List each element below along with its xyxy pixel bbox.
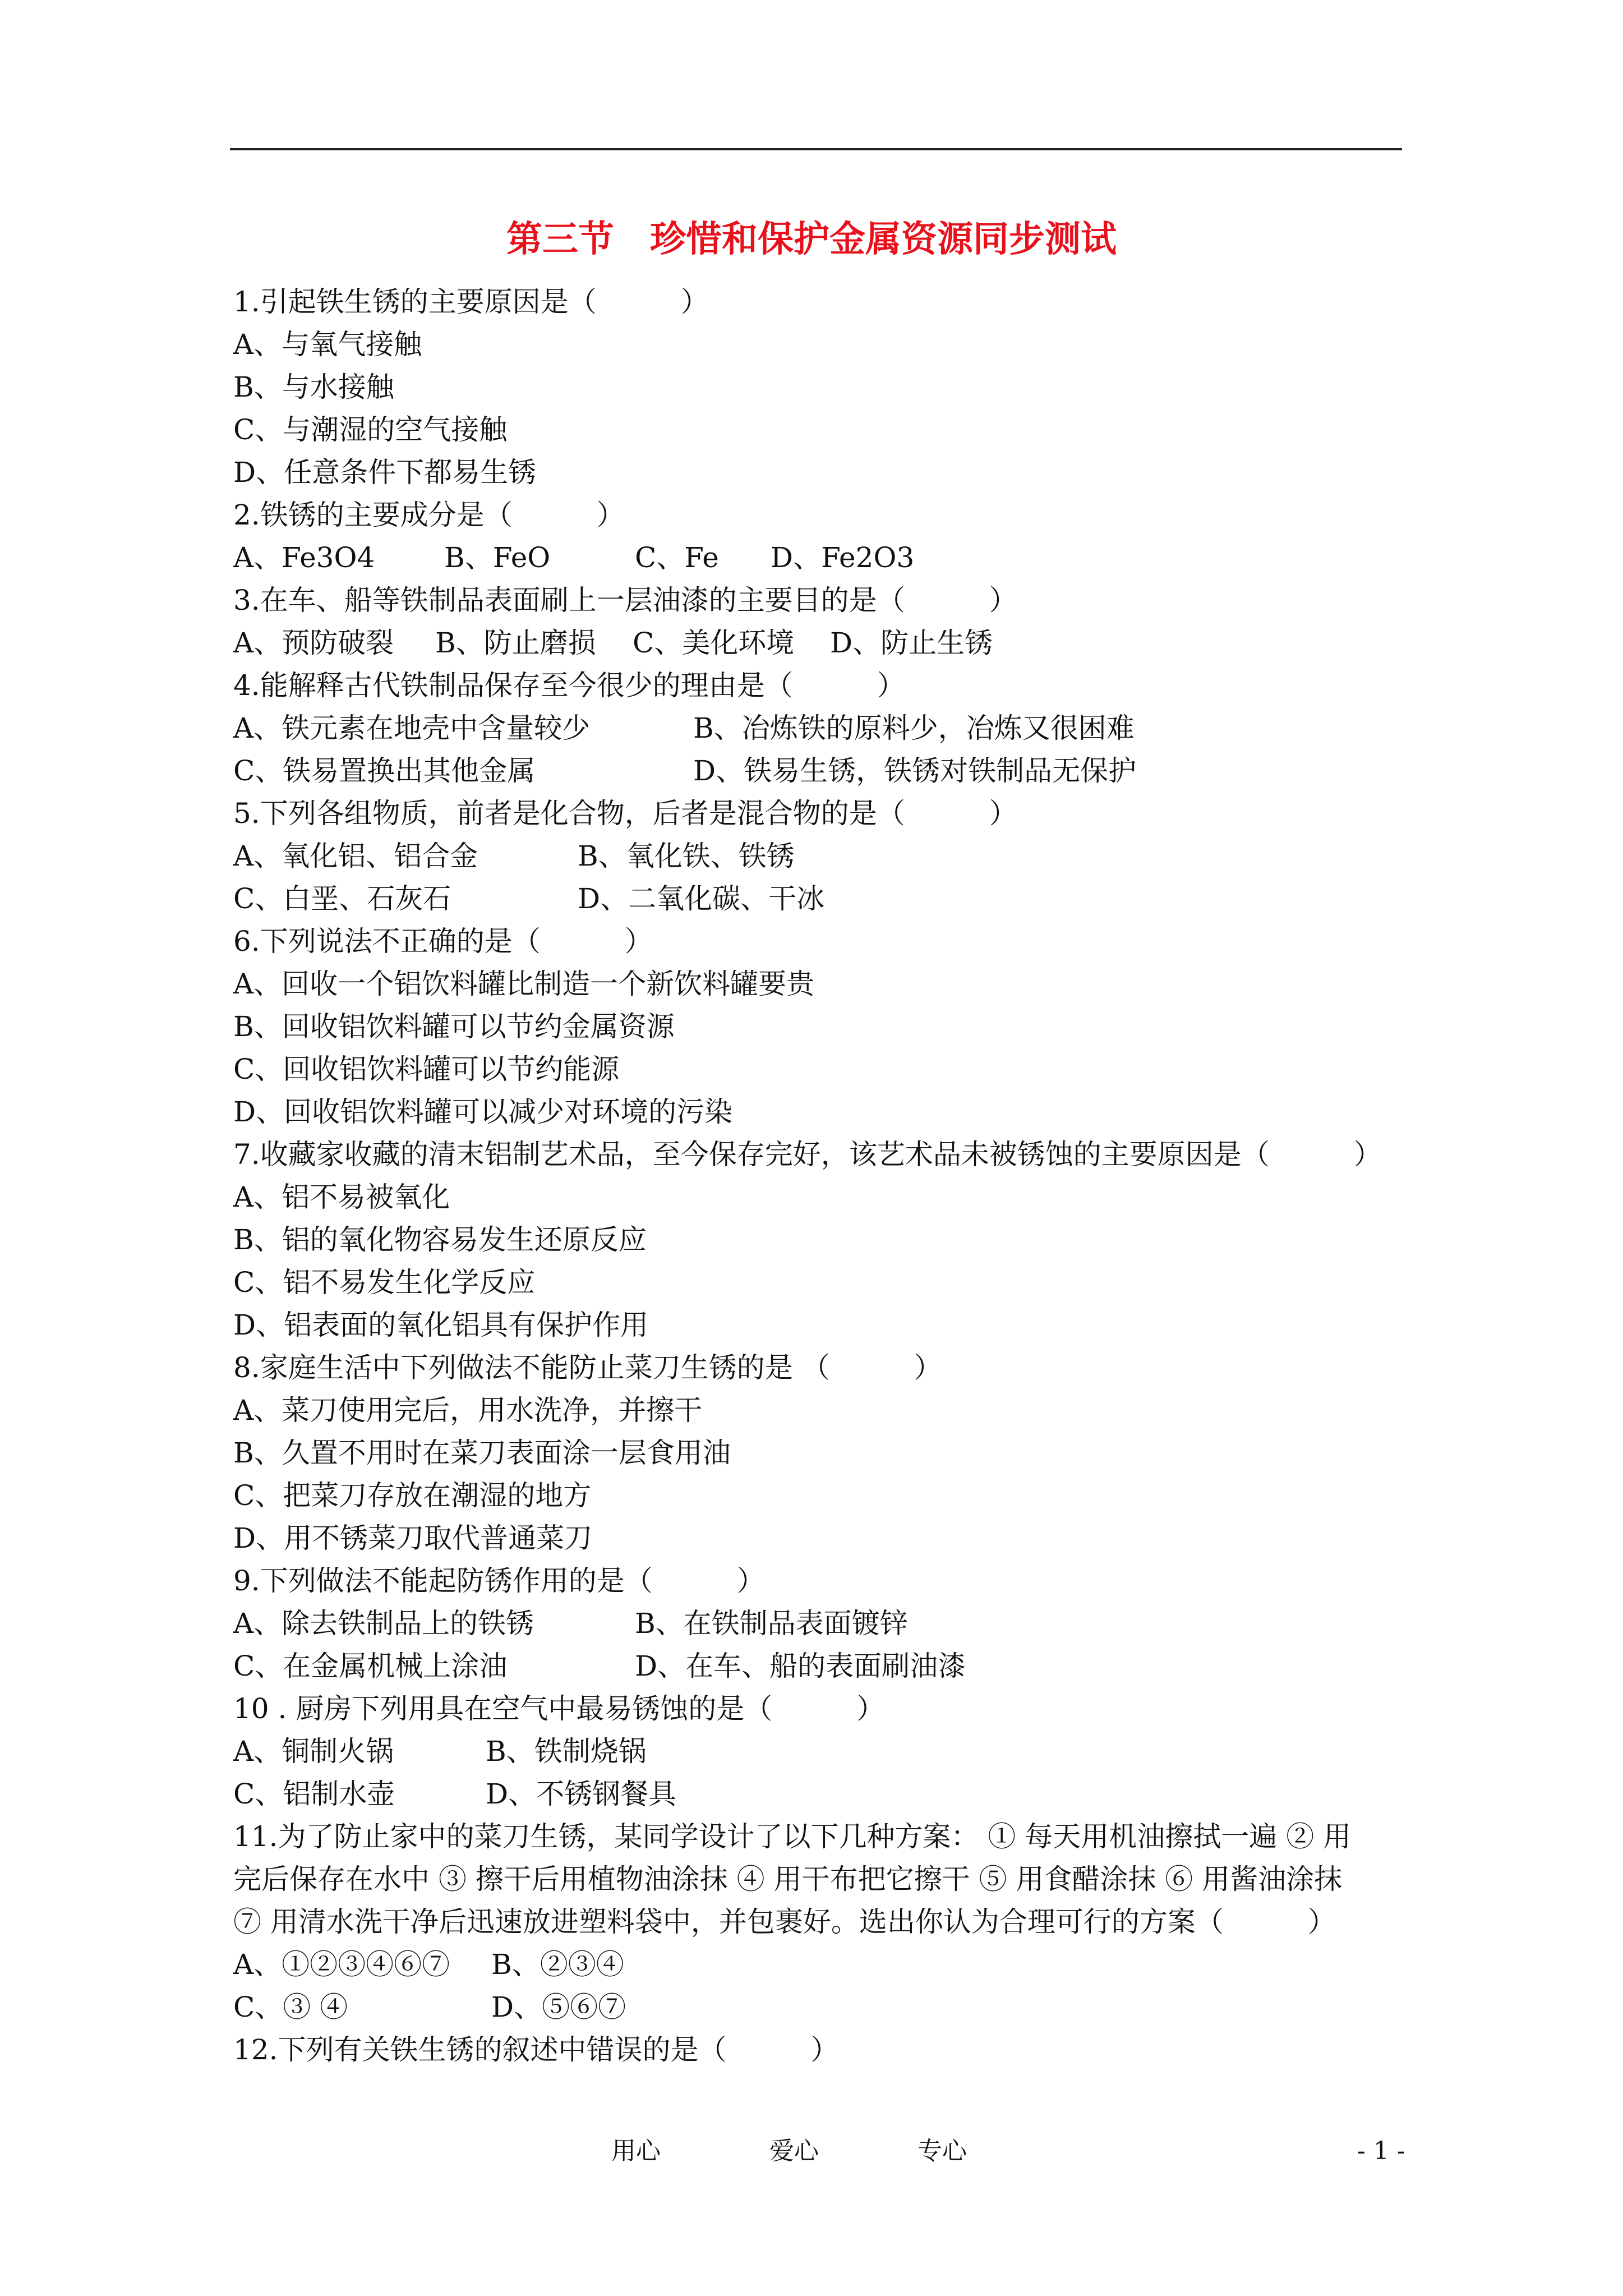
question-3-option-c: C、美化环境 [633, 627, 795, 659]
question-7-option-d: D、铝表面的氧化铝具有保护作用 [233, 1309, 649, 1341]
question-4-stem: 4.能解释古代铁制品保存至今很少的理由是（ ） [233, 669, 905, 702]
question-2-option-b: B、FeO [444, 541, 551, 574]
question-1-stem: 1.引起铁生锈的主要原因是（ ） [233, 286, 709, 318]
question-2-option-c: C、Fe [635, 541, 719, 574]
question-6-option-c: C、回收铝饮料罐可以节约能源 [233, 1053, 620, 1085]
question-9-option-b: B、在铁制品表面镀锌 [635, 1607, 908, 1640]
question-8-option-d: D、用不锈菜刀取代普通菜刀 [233, 1522, 593, 1554]
question-3-option-d: D、防止生锈 [830, 627, 993, 659]
question-11-option-b: B、②③④ [491, 1948, 624, 1981]
question-10-stem: 10 . 厨房下列用具在空气中最易锈蚀的是（ ） [233, 1692, 885, 1725]
question-11-option-d: D、⑤⑥⑦ [491, 1991, 626, 2023]
question-12-stem: 12.下列有关铁生锈的叙述中错误的是（ ） [233, 2033, 839, 2066]
footer-motto-right: 专心 [917, 2137, 967, 2165]
question-1-option-c: C、与潮湿的空气接触 [233, 413, 508, 446]
question-3-option-b: B、防止磨损 [435, 627, 596, 659]
question-10-option-c: C、铝制水壶 [233, 1778, 395, 1810]
question-9-option-d: D、在车、船的表面刷油漆 [635, 1650, 966, 1682]
question-3-stem: 3.在车、船等铁制品表面刷上一层油漆的主要目的是（ ） [233, 584, 1017, 616]
question-4-option-d: D、铁易生锈，铁锈对铁制品无保护 [693, 754, 1137, 787]
question-11-stem-line-3: ⑦ 用清水洗干净后迅速放进塑料袋中，并包裹好。选出你认为合理可行的方案（ ） [233, 1906, 1336, 1938]
question-8-stem: 8.家庭生活中下列做法不能防止菜刀生锈的是 （ ） [233, 1351, 942, 1384]
question-1-option-d: D、任意条件下都易生锈 [233, 456, 537, 489]
question-10-option-b: B、铁制烧锅 [486, 1735, 647, 1768]
question-2-option-a: A、Fe3O4 [233, 541, 375, 574]
question-1-option-a: A、与氧气接触 [233, 328, 422, 361]
question-7-stem: 7.收藏家收藏的清末铝制艺术品，至今保存完好，该艺术品未被锈蚀的主要原因是（ ） [233, 1138, 1382, 1171]
question-3-option-a: A、预防破裂 [233, 627, 394, 659]
footer-motto-left: 用心 [611, 2137, 661, 2165]
question-7-option-a: A、铝不易被氧化 [233, 1181, 450, 1213]
question-4-option-a: A、铁元素在地壳中含量较少 [233, 712, 591, 744]
question-4-option-b: B、冶炼铁的原料少，冶炼又很困难 [693, 712, 1135, 744]
question-8-option-a: A、菜刀使用完后，用水洗净，并擦干 [233, 1394, 703, 1427]
question-7-option-c: C、铝不易发生化学反应 [233, 1266, 536, 1299]
question-10-option-d: D、不锈钢餐具 [486, 1778, 677, 1810]
page-number: - 1 - [1357, 2137, 1405, 2165]
question-5-option-a: A、氧化铝、铝合金 [233, 840, 478, 872]
question-7-option-b: B、铝的氧化物容易发生还原反应 [233, 1223, 647, 1256]
question-6-option-d: D、回收铝饮料罐可以减少对环境的污染 [233, 1096, 733, 1128]
question-2-option-d: D、Fe2O3 [771, 541, 915, 574]
question-9-option-c: C、在金属机械上涂油 [233, 1650, 508, 1682]
question-5-option-b: B、氧化铁、铁锈 [578, 840, 795, 872]
page-title: 第三节 珍惜和保护金属资源同步测试 [506, 218, 1117, 260]
question-8-option-c: C、把菜刀存放在潮湿的地方 [233, 1479, 592, 1512]
question-2-stem: 2.铁锈的主要成分是（ ） [233, 499, 625, 531]
question-11-stem-line-2: 完后保存在水中 ③ 擦干后用植物油涂抹 ④ 用干布把它擦干 ⑤ 用食醋涂抹 ⑥ 用酱油涂抹 [233, 1863, 1343, 1895]
question-11-stem-line-1: 11.为了防止家中的菜刀生锈，某同学设计了以下几种方案： ① 每天用机油擦拭一遍 ② 用 [233, 1820, 1352, 1853]
question-10-option-a: A、铜制火锅 [233, 1735, 394, 1768]
question-6-option-a: A、回收一个铝饮料罐比制造一个新饮料罐要贵 [233, 968, 815, 1000]
question-5-option-c: C、白垩、石灰石 [233, 882, 451, 915]
footer-motto-middle: 爱心 [769, 2137, 819, 2165]
question-11-option-c: C、③ ④ [233, 1991, 348, 2023]
question-9-stem: 9.下列做法不能起防锈作用的是（ ） [233, 1565, 765, 1597]
question-6-stem: 6.下列说法不正确的是（ ） [233, 925, 653, 958]
question-6-option-b: B、回收铝饮料罐可以节约金属资源 [233, 1010, 675, 1043]
question-8-option-b: B、久置不用时在菜刀表面涂一层食用油 [233, 1437, 731, 1469]
header-rule [230, 148, 1402, 150]
question-11-option-a: A、①②③④⑥⑦ [233, 1948, 450, 1981]
question-5-option-d: D、二氧化碳、干冰 [578, 882, 825, 915]
question-4-option-c: C、铁易置换出其他金属 [233, 754, 536, 787]
question-9-option-a: A、除去铁制品上的铁锈 [233, 1607, 534, 1640]
question-1-option-b: B、与水接触 [233, 371, 394, 403]
question-5-stem: 5.下列各组物质，前者是化合物，后者是混合物的是（ ） [233, 797, 1017, 830]
